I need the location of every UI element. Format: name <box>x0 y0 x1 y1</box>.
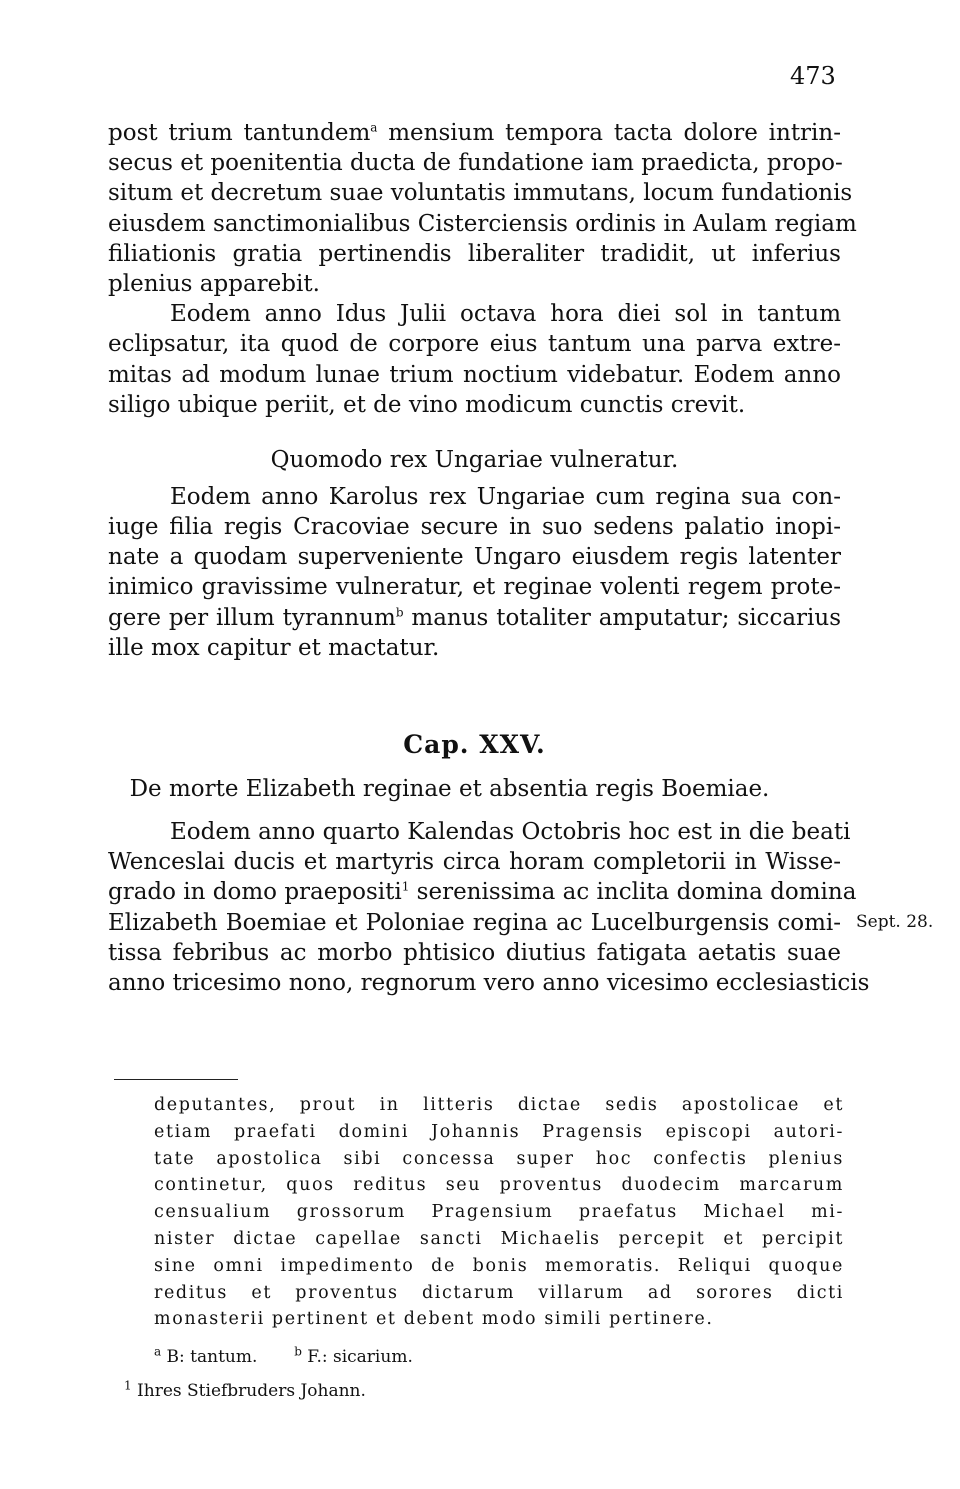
p3-line-5a: gere per illum tyrannum <box>108 604 396 631</box>
fn-line-8: reditus et proventus dictarum villarum ad sorores dicti <box>154 1282 844 1303</box>
p4-line-3a: grado in domo praepositi <box>108 879 402 906</box>
p2-line-2: eclipsatur, ita quod de corpore eius tantum una parva extre- <box>108 331 841 358</box>
footnote-rule <box>114 1079 238 1080</box>
p4-line-3b: serenissima ac inclita domina domina <box>409 879 857 906</box>
p4-line-6: anno tricesimo nono, regnorum vero anno vicesimo ecclesiasticis <box>108 969 870 996</box>
p4-line-1: Eodem anno quarto Kalendas Octobris hoc est in die beati <box>170 819 851 845</box>
paragraph-2 <box>108 299 841 420</box>
fn-line-4: continetur, quos reditus seu proventus duodecim marcarum <box>154 1175 844 1196</box>
p1-line-5: filiationis gratia pertinendis liberaliter tradidit, ut inferius <box>108 240 841 267</box>
footnote-block <box>154 1092 844 1333</box>
p3-line-3: nate a quodam superveniente Ungaro eiusdem regis latenter <box>108 544 841 571</box>
variant-notes <box>154 1344 413 1367</box>
explanatory-mark: 1 <box>124 1378 132 1393</box>
p3-line-2: iuge filia regis Cracoviae secure in suo sedens palatio inopi- <box>108 514 841 541</box>
p3-line-4: inimico gravissime vulneratur, et reginae volenti regem prote- <box>108 574 841 601</box>
fn-line-3: tate apostolica sibi concessa super hoc confectis plenius <box>154 1148 844 1169</box>
p3-line-5b: manus totaliter amputatur; siccarius <box>403 604 842 631</box>
footnote-mark-b: b <box>395 604 404 619</box>
paragraph-1 <box>108 118 857 299</box>
p4-line-2: Wenceslai ducis et martyris circa horam completorii in Wisse- <box>108 849 841 876</box>
p1-line-1a: post trium tantundem <box>108 120 371 146</box>
paragraph-4 <box>108 817 870 998</box>
margin-date-note: Sept. 28. <box>856 912 934 932</box>
page-body <box>108 118 870 998</box>
paragraph-3 <box>108 482 841 663</box>
chapter-heading: Cap. XXV. <box>403 730 546 759</box>
variant-text-a: B: tantum. <box>161 1347 258 1367</box>
footnote-mark-1: 1 <box>401 879 410 894</box>
explanatory-text: Ihres Stiefbruders Johann. <box>131 1381 366 1401</box>
variant-text-b: F.: sicarium. <box>301 1347 413 1367</box>
p2-line-4: siligo ubique periit, et de vino modicum cunctis crevit. <box>108 391 746 418</box>
p1-line-2: secus et poenitentia ducta de fundatione iam praedicta, propo- <box>108 150 843 177</box>
fn-line-1: deputantes, prout in litteris dictae sedis apostolicae et <box>154 1095 844 1115</box>
p3-line-1: Eodem anno Karolus rex Ungariae cum regina sua con- <box>170 483 841 510</box>
page-number: 473 <box>790 62 836 90</box>
p4-line-5: tissa febribus ac morbo phtisico diutius fatigata aetatis suae <box>108 939 841 966</box>
fn-line-7: sine omni impedimento de bonis memoratis. Reliqui quoque <box>154 1255 844 1276</box>
variant-mark-a: a <box>154 1344 162 1359</box>
fn-line-5: censualium grossorum Pragensium praefatus Michael mi- <box>154 1202 844 1223</box>
p1-line-6: plenius apparebit. <box>108 270 320 297</box>
fn-line-6: nister dictae capellae sancti Michaelis percepit et percipit <box>154 1228 844 1249</box>
p1-line-3: situm et decretum suae voluntatis immutans, locum fundationis <box>108 180 853 207</box>
variant-mark-b: b <box>294 1344 302 1359</box>
fn-line-2: etiam praefati domini Johannis Pragensis episcopi autori- <box>154 1121 844 1142</box>
fn-line-9: monasterii pertinent et debent modo simili pertinere. <box>154 1309 714 1330</box>
explanatory-note <box>124 1378 366 1401</box>
section-heading: Quomodo rex Ungariae vulneratur. <box>270 446 679 473</box>
p2-line-1: Eodem anno Idus Julii octava hora diei sol in tantum <box>170 301 841 328</box>
p1-line-4: eiusdem sanctimonialibus Cisterciensis ordinis in Aulam regiam <box>108 210 857 237</box>
p1-line-1b: mensium tempora tacta dolore intrin- <box>377 120 841 146</box>
footnote-mark-a: a <box>370 120 378 135</box>
p3-line-6: ille mox capitur et mactatur. <box>108 634 440 661</box>
p4-line-4: Elizabeth Boemiae et Poloniae regina ac Lucelburgensis comi- <box>108 909 841 936</box>
p2-line-3: mitas ad modum lunae trium noctium videbatur. Eodem anno <box>108 361 841 388</box>
chapter-title: De morte Elizabeth reginae et absentia regis Boemiae. <box>129 776 770 802</box>
